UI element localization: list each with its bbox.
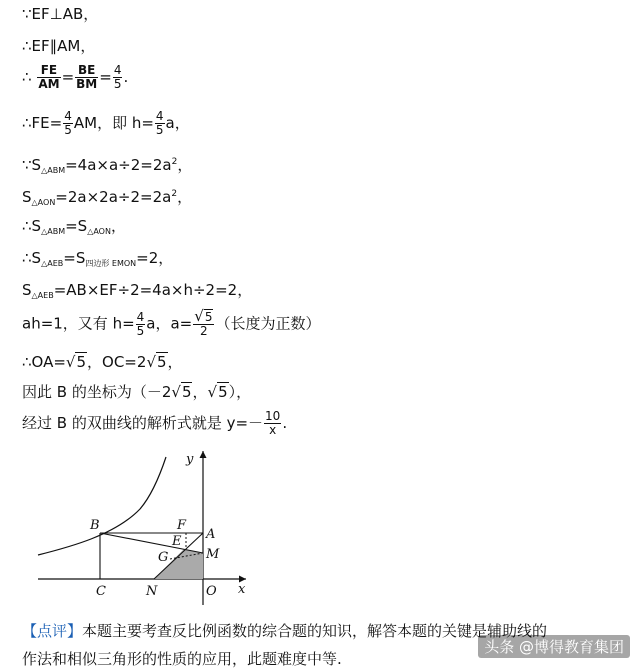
commentary-tag: 【点评】: [22, 622, 83, 640]
fraction-10-x: $\frac{10}{x}$: [265, 409, 281, 437]
line-fe-h: ∴FE= $\frac{4}{5}$ AM，即 h= $\frac{4}{5}$ a，: [22, 109, 190, 137]
line-ef-perp-ab: ∵EF⊥AB，: [22, 5, 99, 23]
watermark: 头条 @博得教育集团: [478, 635, 630, 658]
line-ratio: ∴ $\frac{FE}{AM}$ = $\frac{BE}{BM}$ = $\frac{4}{5}$ .: [22, 63, 129, 91]
commentary: [22, 618, 547, 644]
line-hyperbola: 经过 B 的双曲线的解析式就是 y=－ $\frac{10}{x}$ .: [22, 409, 288, 437]
geometry-figure: [20, 447, 260, 611]
line-area-aeb: $\therefore S_{\triangle AEB}=S_{四边形 EMON}=2$，: [22, 249, 174, 268]
fraction-sqrt5-2: $\frac{√5}{2}$: [194, 307, 213, 338]
label-a: A: [206, 527, 216, 542]
commentary-text-1: 本题主要考查反比例函数的综合题的知识，解答本题的关键是辅助线的: [82, 622, 548, 640]
line-area-equal: $\therefore S_{\triangle ABM}=S_{\triangle AON}$，: [22, 217, 126, 236]
label-m: M: [206, 547, 220, 562]
label-x: x: [238, 582, 246, 597]
line-oa-oc: ∴OA=√5，OC=2√5，: [22, 353, 183, 371]
fraction-4-5: $\frac{4}{5}$: [113, 63, 122, 91]
line-ef-parallel-am: ∴EF∥AM，: [22, 37, 96, 55]
line-coord-b: 因此 B 的坐标为（－2√5，√5），: [22, 383, 252, 401]
label-e: E: [172, 534, 182, 549]
therefore-symbol: ∴: [22, 68, 32, 86]
label-y: y: [186, 452, 194, 467]
line-area-abm: $\because S_{\triangle ABM}=4a\times a\div 2=2a^2$，: [22, 156, 193, 175]
fraction-4-5: $\frac{4}{5}$: [136, 309, 145, 338]
fraction-4-5: $\frac{4}{5}$: [155, 109, 164, 137]
fraction-fe-am: $\frac{FE}{AM}$: [38, 63, 60, 91]
label-o: O: [206, 584, 217, 599]
label-g: G: [158, 550, 169, 565]
hyperbola-curve: [38, 457, 166, 555]
label-n: N: [146, 584, 158, 599]
commentary-line-2: 作法和相似三角形的性质的应用，此题难度中等.: [22, 650, 342, 668]
fraction-be-bm: $\frac{BE}{BM}$: [76, 63, 98, 91]
fraction-4-5: $\frac{4}{5}$: [64, 109, 72, 137]
line-area-aeb-calc: $S_{\triangle AEB}=AB\times EF\div 2=4a\times h\div 2=2$，: [22, 281, 253, 300]
label-f: F: [177, 518, 187, 533]
label-b: B: [90, 518, 100, 533]
label-c: C: [96, 584, 106, 599]
line-area-aon: $S_{\triangle AON}=2a\times 2a\div 2=2a^2$，: [22, 188, 193, 207]
segment-bm: [100, 533, 203, 553]
line-ah-value: ah=1，又有 h= $\frac{4}{5}$ a，a= $\frac{√5}{2}$ （长度为正数）: [22, 307, 321, 338]
